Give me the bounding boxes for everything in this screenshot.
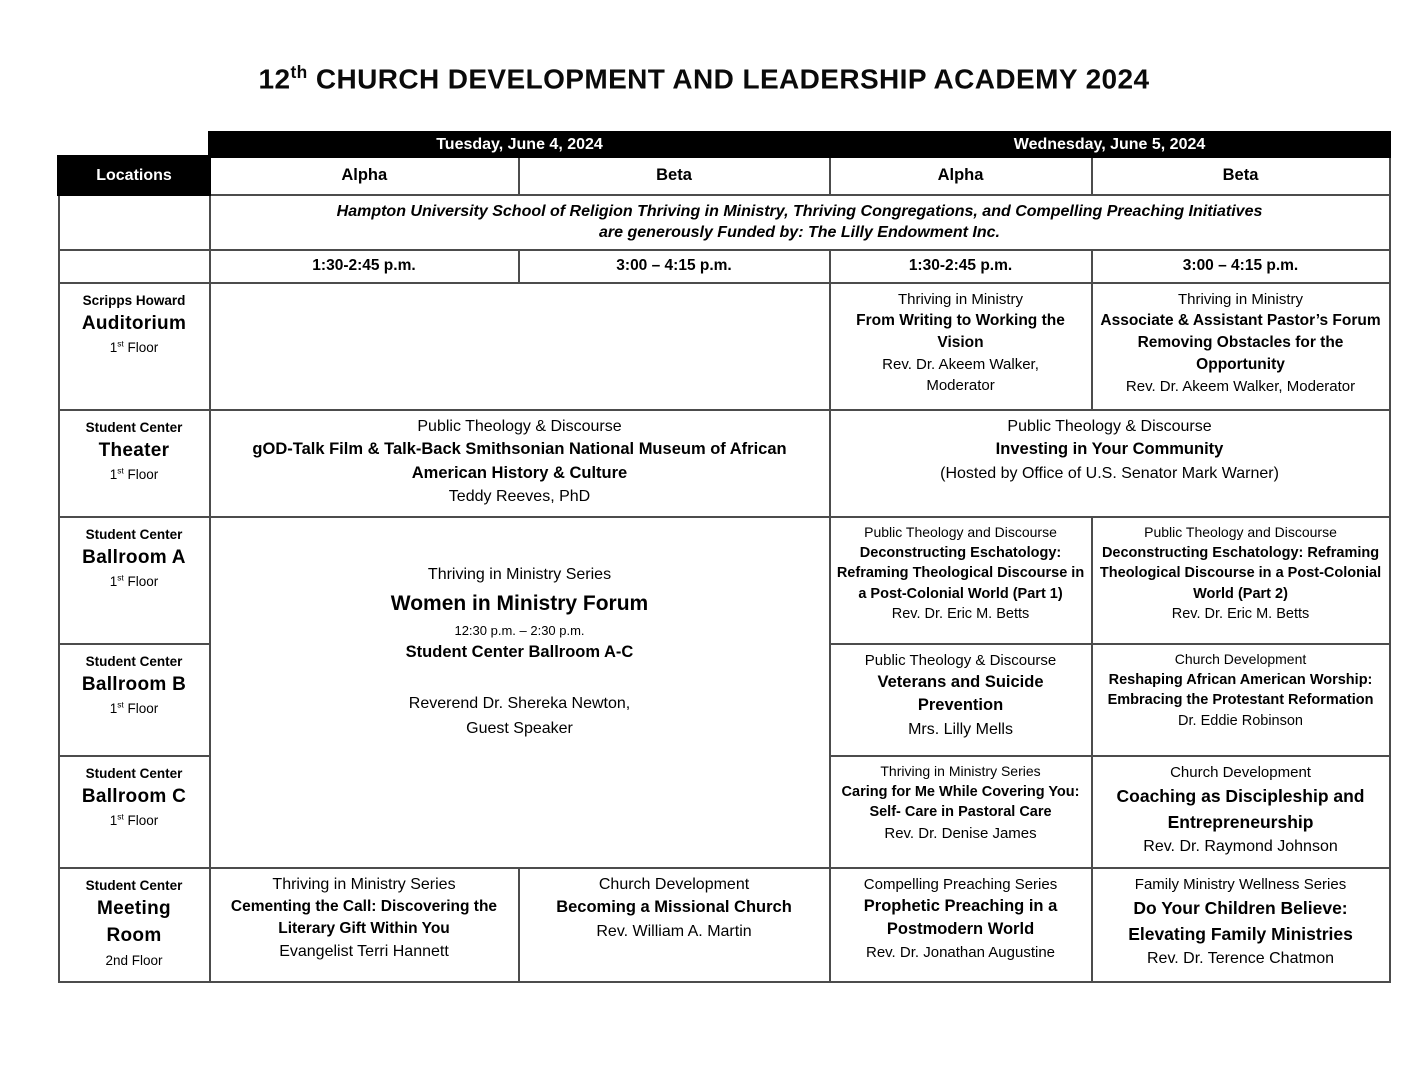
time-wednesday-alpha: 1:30-2:45 p.m. — [830, 250, 1092, 283]
text-line: Self- Care in Pastoral Care — [869, 804, 1052, 821]
row-funding-note — [59, 195, 1390, 250]
text-line: Rev. William A. Martin — [596, 922, 752, 940]
text-line: Rev. Dr. Jonathan Augustine — [866, 943, 1056, 961]
text-line: Women in Ministry Forum — [390, 592, 649, 616]
banner-wednesday: Wednesday, June 5, 2024 — [830, 133, 1390, 157]
text-line: Church Development — [598, 875, 750, 893]
header-wednesday-beta: Beta — [1092, 157, 1390, 195]
location-meeting-room — [59, 868, 210, 982]
text-line: Public Theology & Discourse — [417, 417, 622, 435]
text-line: Moderator — [926, 377, 995, 395]
time-tuesday-alpha: 1:30-2:45 p.m. — [210, 250, 519, 283]
text-line: Investing in Your Community — [995, 440, 1224, 459]
cell-auditorium-wed-beta — [1092, 283, 1390, 410]
text-line: Family Ministry Wellness Series — [1134, 875, 1347, 893]
text-line: Deconstructing Eschatology: Reframing Theological Discourse in a Post-Colonial World (Part 2) — [1099, 544, 1382, 602]
location-auditorium — [59, 283, 210, 410]
cell-ballroom-b-wed-alpha — [830, 644, 1092, 756]
cell-women-in-ministry-forum — [210, 517, 830, 868]
times-spacer — [59, 250, 210, 283]
text-line: Teddy Reeves, PhD — [448, 488, 591, 506]
text-line: 1st Floor — [109, 465, 159, 483]
text-line: Student Center — [85, 526, 183, 542]
text-line: Student Center — [85, 765, 183, 781]
cell-ballroom-c-wed-alpha — [830, 756, 1092, 868]
text-line: Veterans and Suicide Prevention — [877, 672, 1044, 715]
text-line: Guest Speaker — [466, 719, 573, 737]
text-line: Ballroom B — [81, 673, 187, 695]
cell-meeting-tue-beta — [519, 868, 830, 982]
text-line: Thriving in Ministry — [1178, 290, 1304, 308]
text-line: Rev. Dr. Denise James — [884, 824, 1037, 842]
locations-header: Locations — [59, 157, 210, 195]
text-line: Ballroom C — [81, 785, 187, 807]
text-line: Prophetic Preaching in a Postmodern World — [863, 896, 1058, 939]
text-line: Church Development — [1170, 763, 1311, 781]
header-wednesday-alpha: Alpha — [830, 157, 1092, 195]
cell-auditorium-tuesday-empty — [210, 283, 830, 410]
row-ballroom-a — [59, 517, 1390, 644]
text-line: 1st Floor — [109, 572, 159, 590]
text-line: Rev. Dr. Akeem Walker, Moderator — [1125, 377, 1356, 395]
text-line: Cementing the Call: Discovering the Literary Gift Within You — [230, 898, 498, 938]
text-line: Room — [106, 925, 162, 947]
schedule-table — [57, 131, 1391, 983]
text-line: Deconstructing Eschatology: Reframing Theological Discourse in a Post-Colonial World (Part 1) — [836, 544, 1085, 602]
text-line: Coaching as Discipleship and Entrepreneurship — [1116, 785, 1365, 833]
text-line: Reshaping African American Worship: Embracing the Protestant Reformation — [1107, 671, 1374, 709]
cell-ballroom-c-wed-beta — [1092, 756, 1390, 868]
location-ballroom-c — [59, 756, 210, 868]
text-line: Thriving in Ministry Series — [880, 762, 1041, 779]
text-line: Do Your Children Believe: — [1133, 897, 1348, 918]
text-line: Evangelist Terri Hannett — [279, 943, 449, 961]
text-line: Elevating Family Ministries — [1128, 924, 1353, 945]
title-ordinal-suffix: th — [290, 62, 308, 82]
row-auditorium — [59, 283, 1390, 410]
funding-note-spacer — [59, 195, 210, 250]
text-line: Becoming a Missional Church — [556, 898, 792, 917]
text-line: 1st Floor — [109, 811, 159, 829]
text-line: Student Center — [85, 653, 183, 669]
text-line: Reverend Dr. Shereka Newton, — [408, 694, 631, 712]
text-line: Church Development — [1174, 650, 1307, 667]
banner-tuesday: Tuesday, June 4, 2024 — [210, 133, 830, 157]
text-line: Student Center — [85, 419, 183, 435]
time-wednesday-beta: 3:00 – 4:15 p.m. — [1092, 250, 1390, 283]
text-line: Public Theology and Discourse — [1144, 523, 1337, 540]
text-line: 1st Floor — [109, 699, 159, 717]
cell-ballroom-a-wed-beta — [1092, 517, 1390, 644]
header-tuesday-alpha: Alpha — [210, 157, 519, 195]
text-line: Student Center Ballroom A-C — [405, 642, 634, 661]
text-line: Dr. Eddie Robinson — [1178, 712, 1303, 729]
text-line: Public Theology & Discourse — [864, 651, 1057, 669]
text-line: 12:30 p.m. – 2:30 p.m. — [454, 623, 585, 639]
banner-spacer — [59, 133, 210, 157]
time-tuesday-beta: 3:00 – 4:15 p.m. — [519, 250, 830, 283]
row-track-headers — [59, 157, 1390, 195]
cell-meeting-wed-alpha — [830, 868, 1092, 982]
title-text: CHURCH DEVELOPMENT AND LEADERSHIP ACADEMY 2024 — [307, 63, 1150, 95]
funding-note-line1: Hampton University School of Religion Thriving in Ministry, Thriving Congregations, and Compelling Preaching Initiatives — [336, 202, 1263, 220]
funding-note-line2: are generously Funded by: The Lilly Endowment Inc. — [599, 224, 1000, 242]
text-line: 2nd Floor — [105, 952, 163, 968]
text-line: Rev. Dr. Raymond Johnson — [1143, 838, 1338, 856]
cell-ballroom-a-wed-alpha — [830, 517, 1092, 644]
cell-theater-wednesday — [830, 410, 1390, 517]
text-line: gOD-Talk Film & Talk-Back Smithsonian National Museum of African American History & Culture — [252, 440, 787, 482]
text-line: Rev. Dr. Terence Chatmon — [1146, 950, 1335, 968]
cell-ballroom-b-wed-beta — [1092, 644, 1390, 756]
text-line: Student Center — [85, 877, 183, 893]
cell-meeting-wed-beta — [1092, 868, 1390, 982]
funding-note — [210, 195, 1390, 250]
text-line: Compelling Preaching Series — [863, 875, 1058, 893]
row-meeting-room — [59, 868, 1390, 982]
text-line: Public Theology and Discourse — [864, 523, 1057, 540]
cell-meeting-tue-alpha — [210, 868, 519, 982]
text-line: Thriving in Ministry — [898, 290, 1024, 308]
text-line: Rev. Dr. Eric M. Betts — [1171, 606, 1310, 623]
text-line: Mrs. Lilly Mells — [908, 720, 1013, 738]
text-line: Public Theology & Discourse — [1007, 417, 1212, 435]
text-line: Auditorium — [81, 312, 187, 334]
location-ballroom-b — [59, 644, 210, 756]
title-number: 12 — [258, 63, 291, 95]
text-line: Caring for Me While Covering You: — [841, 783, 1080, 800]
text-line: Meeting — [97, 897, 171, 919]
text-line: 1st Floor — [109, 338, 159, 356]
location-theater — [59, 410, 210, 517]
row-day-banner — [59, 133, 1390, 157]
text-line: Associate & Assistant Pastor’s Forum Removing Obstacles for the Opportunity — [1100, 311, 1381, 373]
header-tuesday-beta: Beta — [519, 157, 830, 195]
text-line: Theater — [98, 439, 170, 461]
cell-auditorium-wed-alpha — [830, 283, 1092, 410]
row-times — [59, 250, 1390, 283]
row-theater — [59, 410, 1390, 517]
text-line: Rev. Dr. Eric M. Betts — [891, 606, 1030, 623]
location-ballroom-a — [59, 517, 210, 644]
text-line: (Hosted by Office of U.S. Senator Mark Warner) — [940, 464, 1279, 482]
text-line: Rev. Dr. Akeem Walker, — [882, 355, 1039, 373]
text-line: Thriving in Ministry Series — [272, 875, 456, 893]
text-line: From Writing to Working the Vision — [856, 311, 1065, 351]
page-title — [0, 62, 1408, 95]
text-line: Scripps Howard — [82, 292, 186, 308]
text-line: Thriving in Ministry Series — [427, 565, 612, 583]
cell-theater-tuesday — [210, 410, 830, 517]
text-line: Ballroom A — [82, 546, 186, 568]
